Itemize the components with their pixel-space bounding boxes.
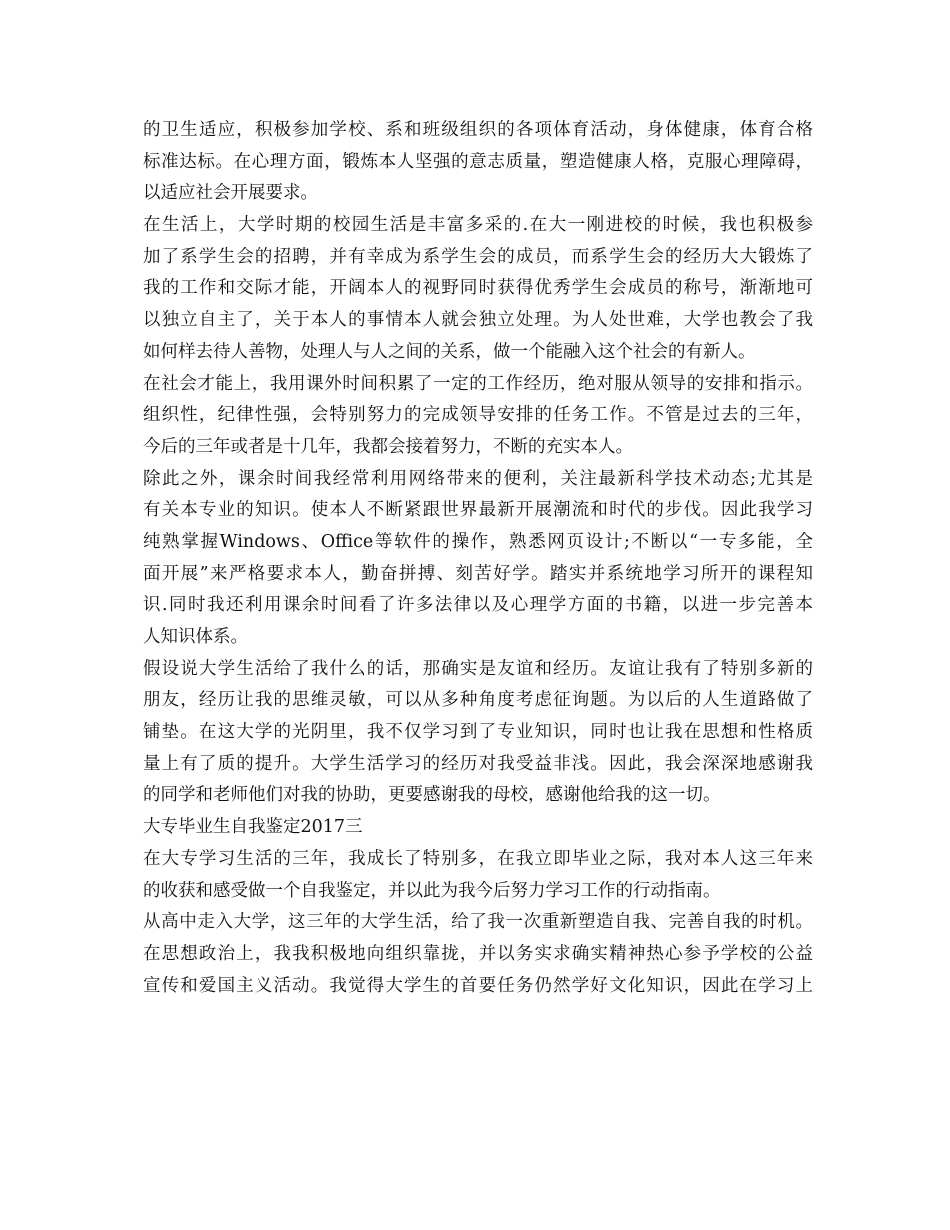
text-line: 加了系学生会的招聘，并有幸成为系学生会的成员，而系学生会的经历大大锻炼了 <box>143 246 813 267</box>
text-line: 如何样去待人善物，处理人与人之间的关系，做一个能融入这个社会的有新人。 <box>143 341 756 362</box>
text-line: 除此之外，课余时间我经常利用网络带来的便利，关注最新科学技术动态;尤其是 <box>143 468 813 489</box>
text-line: 铺垫。在这大学的光阴里，我不仅学习到了专业知识，同时也让我在思想和性格质 <box>143 722 813 743</box>
text-line: 面开展”来严格要求本人，勤奋拼搏、刻苦好学。踏实并系统地学习所开的课程知 <box>143 563 813 584</box>
text-line: 的收获和感受做一个自我鉴定，并以此为我今后努力学习工作的行动指南。 <box>143 880 721 901</box>
text-line: 今后的三年或者是十几年，我都会接着努力，不断的充实本人。 <box>143 436 633 457</box>
text-line: 在生活上，大学时期的校园生活是丰富多采的.在大一刚进校的时候，我也积极参 <box>143 215 813 236</box>
text-line: 以独立自主了，关于本人的事情本人就会独立处理。为人处世难，大学也教会了我 <box>143 310 813 331</box>
text-line: 的同学和老师他们对我的协助，更要感谢我的母校，感谢他给我的这一切。 <box>143 785 721 806</box>
text-line: 宣传和爱国主义活动。我觉得大学生的首要任务仍然学好文化知识，因此在学习上 <box>143 975 813 996</box>
text-line: 从高中走入大学，这三年的大学生活，给了我一次重新塑造自我、完善自我的时机。 <box>143 912 813 933</box>
text-line: 在思想政治上，我我积极地向组织靠拢，并以务实求确实精神热心参予学校的公益 <box>143 943 813 964</box>
text-line: 在大专学习生活的三年，我成长了特别多，在我立即毕业之际，我对本人这三年来 <box>143 848 813 869</box>
text-line: 组织性，纪律性强，会特别努力的完成领导安排的任务工作。不管是过去的三年， <box>143 405 813 426</box>
document-body <box>143 115 813 1002</box>
text-line: 在社会才能上，我用课外时间积累了一定的工作经历，绝对服从领导的安排和指示。 <box>143 373 813 394</box>
text-line: 大专毕业生自我鉴定2017三 <box>143 817 363 838</box>
text-line: 量上有了质的提升。大学生活学习的经历对我受益非浅。因此，我会深深地感谢我 <box>143 753 813 774</box>
text-line: 人知识体系。 <box>143 627 248 647</box>
text-line: 假设说大学生活给了我什么的话，那确实是友谊和经历。友谊让我有了特别多新的 <box>143 658 813 679</box>
text-line: 朋友，经历让我的思维灵敏，可以从多种角度考虑征询题。为以后的人生道路做了 <box>143 690 813 711</box>
text-line: 我的工作和交际才能，开阔本人的视野同时获得优秀学生会成员的称号，渐渐地可 <box>143 278 813 299</box>
text-line: 有关本专业的知识。使本人不断紧跟世界最新开展潮流和时代的步伐。因此我学习 <box>143 500 813 521</box>
text-line: 以适应社会开展要求。 <box>143 183 318 204</box>
text-line: 的卫生适应，积极参加学校、系和班级组织的各项体育活动，身体健康，体育合格 <box>143 120 813 140</box>
text-line: 纯熟掌握Windows、Office等软件的操作，熟悉网页设计;不断以“一专多能，全 <box>143 531 813 552</box>
text-line: 识.同时我还利用课余时间看了许多法律以及心理学方面的书籍，以进一步完善本 <box>143 595 813 616</box>
text-line: 标准达标。在心理方面，锻炼本人坚强的意志质量，塑造健康人格，克服心理障碍， <box>143 151 813 172</box>
